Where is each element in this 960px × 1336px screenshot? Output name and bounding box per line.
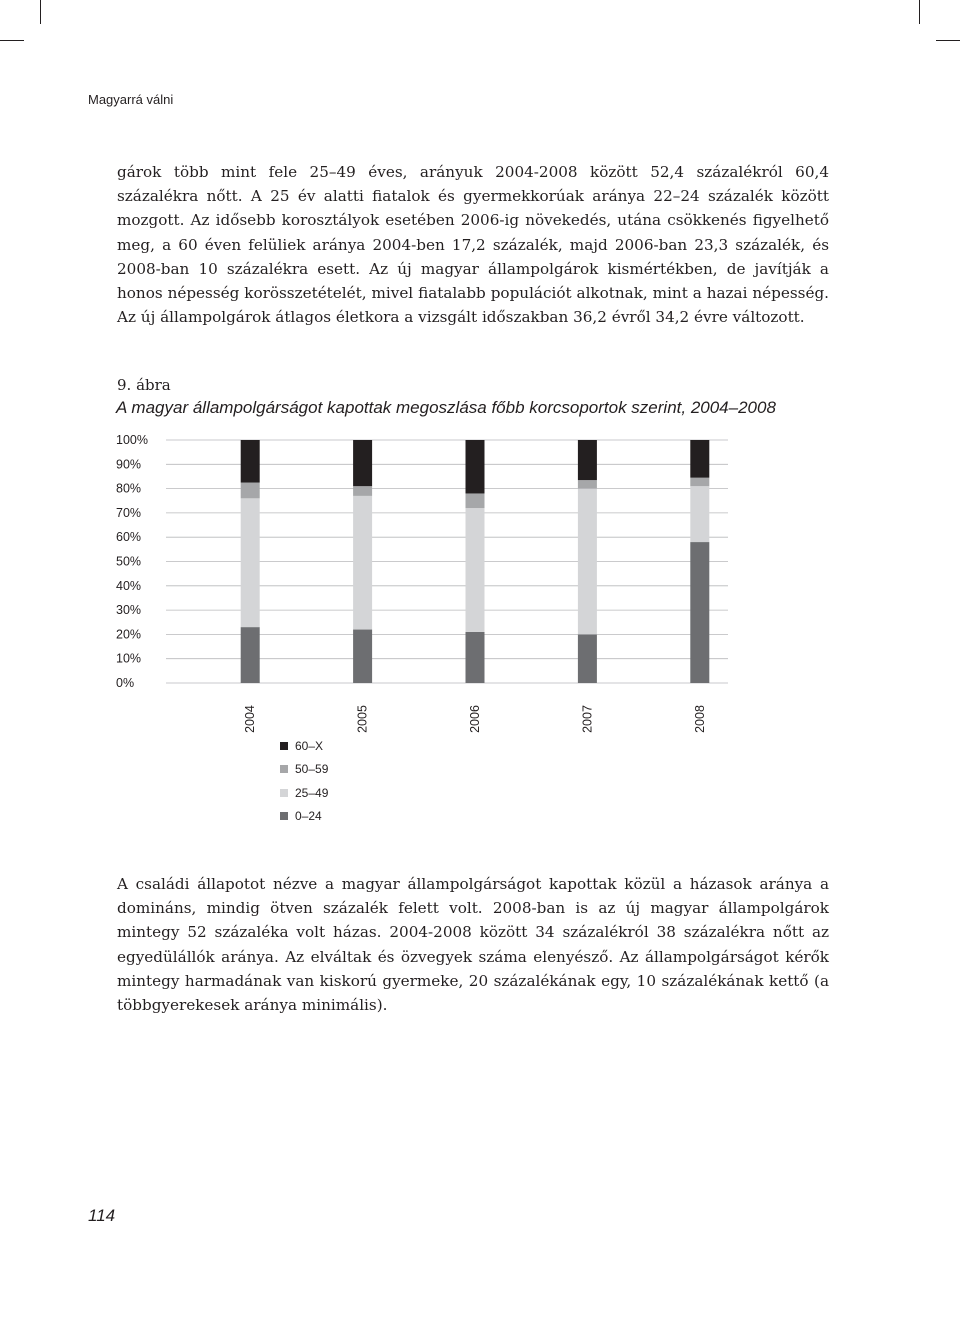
figure-title: A magyar állampolgárságot kapottak megoszlása főbb korcsoportok szerint, 2004–2008	[116, 398, 776, 417]
bar-segment-0–24	[466, 632, 485, 683]
bar-segment-50–59	[466, 493, 485, 508]
legend-label: 0–24	[295, 809, 322, 824]
y-tick-label: 60%	[116, 530, 142, 545]
bar-segment-60–X	[690, 440, 709, 478]
bar-segment-25–49	[690, 486, 709, 542]
running-head: Magyarrá válni	[88, 92, 174, 107]
legend-item	[280, 734, 328, 758]
bar-segment-0–24	[241, 627, 260, 683]
bar-segment-50–59	[353, 486, 372, 496]
x-tick-label: 2004	[243, 705, 258, 733]
x-tick-label: 2007	[580, 705, 595, 733]
legend-swatch	[280, 765, 288, 773]
crop-mark	[40, 0, 41, 24]
y-tick-label: 70%	[116, 505, 142, 520]
bar-segment-50–59	[578, 480, 597, 489]
legend-item	[280, 758, 328, 782]
bar-segment-50–59	[241, 483, 260, 499]
bar-segment-0–24	[578, 634, 597, 683]
bar-segment-25–49	[353, 496, 372, 630]
body-paragraph-2: A családi állapotot nézve a magyar állampolgárságot kapottak közül a házasok aránya a domináns, mindig ötven százalék felett volt. 2008-ban is az új magyar állampolgárok mintegy 52 százaléka volt házas. 2004-2008 között 34 százalékról 38 százalékra nőtt az egyedülállók aránya. Az elváltak és özvegyek száma elenyésző. Az állampolgárságot kérők mintegy harmadának van kiskorú gyermeke, 20 százalékának egy, 10 százalékának kettő (a többgyerekesek aránya minimális).	[117, 875, 829, 1015]
bar-segment-50–59	[690, 478, 709, 487]
y-tick-label: 100%	[116, 433, 148, 447]
y-tick-label: 80%	[116, 481, 142, 496]
legend-swatch	[280, 812, 288, 820]
legend-item	[280, 781, 328, 805]
bar-segment-60–X	[578, 440, 597, 480]
body-paragraph-1: gárok több mint fele 25–49 éves, arányuk 2004-2008 között 52,4 százalékról 60,4 százalékra nőtt. A 25 év alatti fiatalok és gyermekkorúak aránya 22–24 százalék között mozgott. Az idősebb korosztályok esetében 2006-ig növekedés, utána csökkenés figyelhető meg, a 60 éven felüliek aránya 2004-ben 17,2 százalék, majd 2006-ban 23,3 százalék, és 2008-ban 10 százalékra esett. Az új magyar állampolgárok kismértékben, de javítják a honos népesség korösszetételét, mivel fiatalabb populációt alkotnak, mint a hazai népesség. Az új állampolgárok átlagos életkora a vizsgált időszakban 36,2 évről 34,2 évre változott.	[117, 163, 829, 327]
page-number: 114	[88, 1206, 116, 1225]
bar-segment-60–X	[241, 440, 260, 483]
legend-label: 60–X	[295, 738, 324, 753]
y-tick-label: 40%	[116, 578, 142, 593]
bar-segment-25–49	[466, 508, 485, 632]
bar-segment-60–X	[353, 440, 372, 486]
y-tick-label: 30%	[116, 603, 142, 618]
x-tick-label: 2006	[468, 705, 482, 733]
crop-mark	[919, 0, 920, 24]
x-tick-label: 2008	[692, 705, 707, 733]
bar-segment-0–24	[353, 630, 372, 683]
legend-item	[280, 805, 328, 829]
bar-segment-60–X	[466, 440, 485, 493]
y-tick-label: 0%	[116, 676, 135, 690]
stacked-bar-chart	[100, 425, 740, 733]
bar-segment-0–24	[690, 542, 709, 683]
legend-label: 25–49	[295, 785, 329, 800]
y-tick-label: 10%	[116, 651, 142, 666]
crop-mark	[936, 40, 960, 41]
bar-segment-25–49	[578, 489, 597, 635]
figure-number: 9. ábra	[117, 376, 171, 394]
y-tick-label: 50%	[116, 554, 142, 569]
legend-swatch	[280, 789, 288, 797]
y-tick-label: 20%	[116, 627, 142, 642]
chart-legend	[280, 734, 328, 828]
bar-segment-25–49	[241, 498, 260, 627]
y-tick-label: 90%	[116, 457, 142, 472]
crop-mark	[0, 40, 24, 41]
legend-swatch	[280, 742, 288, 750]
x-tick-label: 2005	[355, 705, 370, 733]
legend-label: 50–59	[295, 762, 329, 777]
